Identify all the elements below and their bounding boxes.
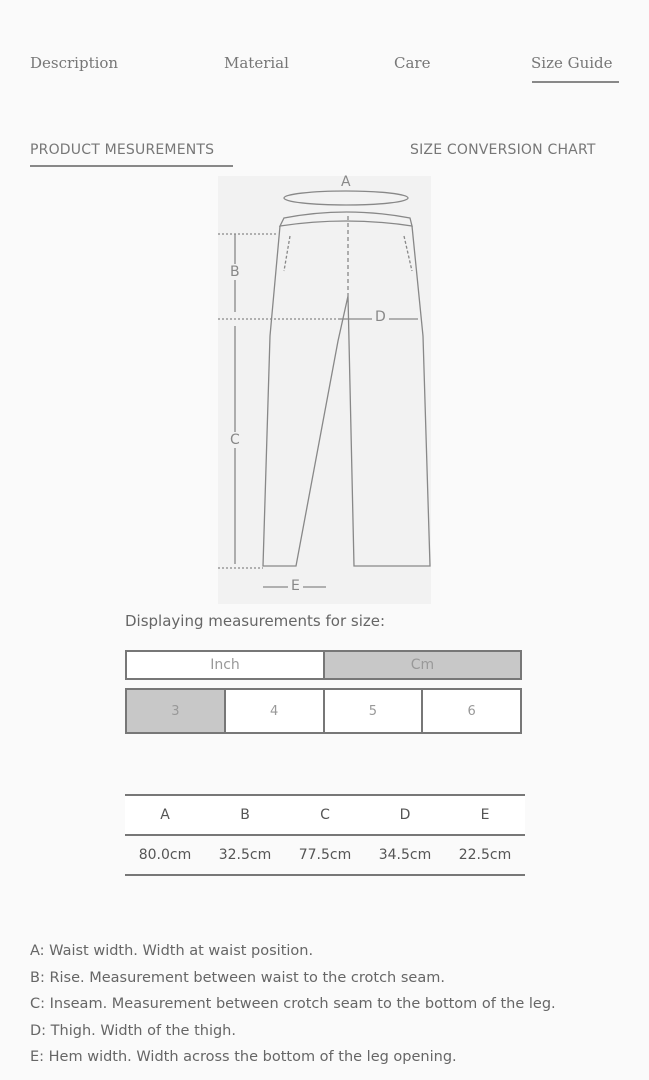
- size-3-button[interactable]: 3: [127, 690, 226, 732]
- size-selector: [125, 688, 522, 734]
- value-b: 32.5cm: [218, 847, 272, 863]
- subtab-size-conversion-chart[interactable]: SIZE CONVERSION CHART: [410, 142, 596, 158]
- table-bottom-rule: [125, 874, 525, 876]
- table-values-row: [125, 836, 525, 874]
- size-6-button[interactable]: 6: [423, 690, 520, 732]
- label-a: A: [341, 174, 351, 190]
- tab-description[interactable]: Description: [30, 54, 119, 72]
- note-e: E: Hem width. Width across the bottom of the leg opening.: [30, 1049, 457, 1065]
- header-b: B: [240, 807, 250, 823]
- header-c: C: [320, 807, 330, 823]
- unit-inch-button[interactable]: Inch: [125, 650, 325, 680]
- unit-cm-button[interactable]: Cm: [323, 650, 522, 680]
- note-d: D: Thigh. Width of the thigh.: [30, 1022, 236, 1039]
- label-e: E: [288, 578, 303, 594]
- label-b: B: [230, 264, 240, 280]
- subtab-product-measurements[interactable]: PRODUCT MESUREMENTS: [30, 142, 215, 158]
- size-caption: Displaying measurements for size:: [125, 612, 386, 630]
- label-c: C: [230, 432, 240, 448]
- value-a: 80.0cm: [138, 847, 192, 863]
- pants-measurement-diagram: [218, 176, 431, 604]
- header-e: E: [480, 807, 490, 823]
- label-d: D: [372, 309, 389, 325]
- active-subtab-underline: [30, 165, 233, 167]
- value-e: 22.5cm: [458, 847, 512, 863]
- value-c: 77.5cm: [298, 847, 352, 863]
- size-5-button[interactable]: 5: [325, 690, 424, 732]
- header-d: D: [399, 807, 411, 823]
- note-a: A: Waist width. Width at waist position.: [30, 943, 314, 959]
- header-a: A: [160, 807, 170, 823]
- size-4-button[interactable]: 4: [226, 690, 325, 732]
- tab-care[interactable]: Care: [394, 54, 431, 72]
- tab-material[interactable]: Material: [224, 54, 289, 72]
- note-b: B: Rise. Measurement between waist to the crotch seam.: [30, 969, 445, 986]
- tab-size-guide[interactable]: Size Guide: [531, 54, 613, 72]
- value-d: 34.5cm: [378, 847, 432, 863]
- active-tab-underline: [532, 81, 619, 83]
- measurement-notes: [30, 938, 556, 1071]
- note-c: C: Inseam. Measurement between crotch seam to the bottom of the leg.: [30, 996, 556, 1012]
- table-header-row: [125, 796, 525, 834]
